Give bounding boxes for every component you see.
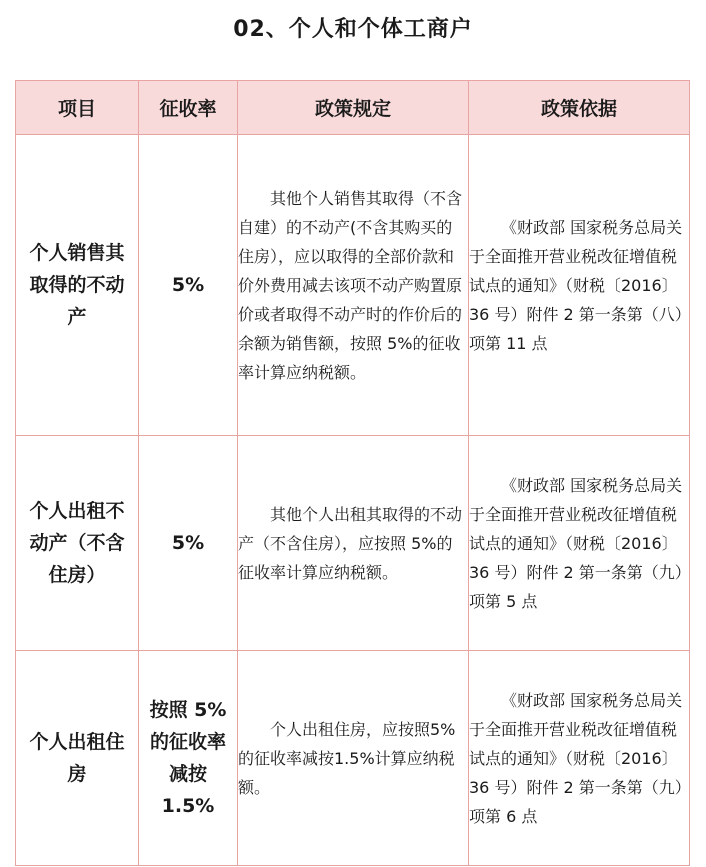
cell-basis: [469, 135, 690, 436]
cell-basis: [469, 436, 690, 651]
basis-text: 《财政部 国家税务总局关于全面推开营业税改征增值税试点的通知》（财税〔2016〕36 号）附件 2 第一条第（九）项第 6 点: [469, 690, 683, 826]
cell-basis: [469, 651, 690, 866]
cell-rule: [238, 135, 469, 436]
header-rule: 政策规定: [238, 81, 469, 135]
rule-text: 个人出租住房，应按照5%的征收率减按1.5%计算应纳税额。: [238, 719, 456, 797]
basis-text: 《财政部 国家税务总局关于全面推开营业税改征增值税试点的通知》（财税〔2016〕36 号）附件 2 第一条第（九）项第 5 点: [469, 475, 683, 611]
cell-rate: [139, 651, 238, 866]
rule-text: 其他个人出租其取得的不动产（不含住房），应按照 5%的征收率计算应纳税额。: [238, 504, 463, 582]
cell-item: [16, 436, 139, 651]
item-text: 个人出租住房: [29, 731, 125, 785]
cell-rule: [238, 436, 469, 651]
item-text: 个人出租不动产（不含住房）: [29, 500, 125, 586]
item-text: 个人销售其取得的不动产: [29, 242, 125, 328]
header-basis: 政策依据: [469, 81, 690, 135]
cell-rule: [238, 651, 469, 866]
table-row: [16, 135, 690, 436]
cell-item: [16, 135, 139, 436]
table-row: [16, 651, 690, 866]
header-rate: 征收率: [139, 81, 238, 135]
rule-text: 其他个人销售其取得（不含自建）的不动产(不含其购买的住房），应以取得的全部价款和价外费用减去该项不动产购置原价或者取得不动产时的作价后的余额为销售额，按照 5%的征收率计算应纳税额。: [238, 188, 463, 382]
cell-rate: 5%: [139, 135, 238, 436]
page-title: 02、个人和个体工商户: [233, 17, 473, 42]
rate-text: 按照 5%的征收率减按 1.5%: [149, 699, 227, 817]
cell-item: [16, 651, 139, 866]
cell-rate: 5%: [139, 436, 238, 651]
basis-text: 《财政部 国家税务总局关于全面推开营业税改征增值税试点的通知》（财税〔2016〕36 号）附件 2 第一条第（八）项第 11 点: [469, 217, 683, 353]
table-header-row: [16, 81, 690, 135]
policy-table: [15, 80, 690, 866]
table-row: [16, 436, 690, 651]
header-item: 项目: [16, 81, 139, 135]
